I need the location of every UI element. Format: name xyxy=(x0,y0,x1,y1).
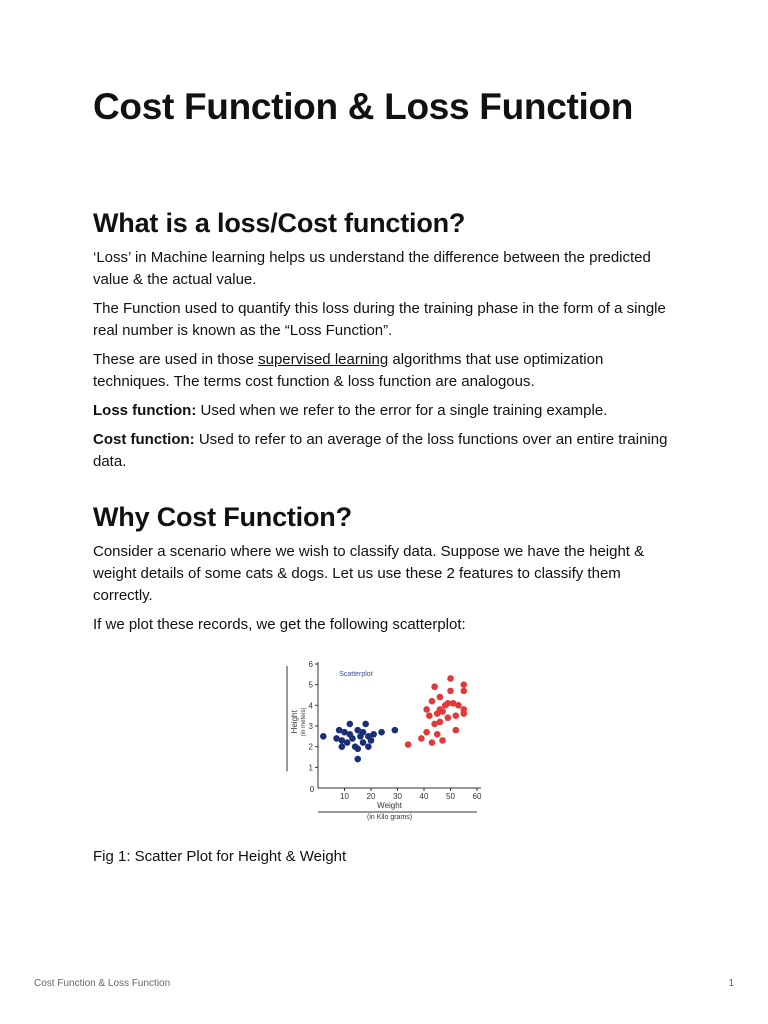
figure-caption: Fig 1: Scatter Plot for Height & Weight xyxy=(93,848,347,865)
paragraph-text: These are used in those xyxy=(93,351,259,368)
data-point xyxy=(354,745,361,752)
y-tick-label: 3 xyxy=(308,722,313,731)
paragraph-text: algorithms that use optimization techniques. The terms cost function & loss function are analogous. xyxy=(93,351,604,390)
section-heading: Why Cost Function? xyxy=(93,502,352,532)
chart-points xyxy=(320,675,467,762)
page-title: Cost Function & Loss Function xyxy=(93,86,634,127)
data-point xyxy=(370,731,377,738)
section-heading: What is a loss/Cost function? xyxy=(93,208,466,238)
data-point xyxy=(354,756,361,763)
data-point xyxy=(460,681,467,688)
paragraph: Consider a scenario where we wish to classify data. Suppose we have the height & weight details of some cats & dogs. Let us use these 2 features to classify them correctly. xyxy=(93,543,645,604)
y-tick-label: 2 xyxy=(308,742,313,752)
cost-label: Cost function: xyxy=(93,431,195,448)
data-point xyxy=(447,675,454,682)
data-point xyxy=(392,727,399,734)
data-point xyxy=(320,733,327,740)
data-point xyxy=(349,735,356,742)
paragraph: The Function used to quantify this loss during the training phase in the form of a single real number is known as the “Loss Function”. xyxy=(93,300,666,339)
data-point xyxy=(429,698,436,705)
data-point xyxy=(455,702,462,709)
data-point xyxy=(365,743,372,750)
data-point xyxy=(460,688,467,695)
data-point xyxy=(453,712,460,719)
x-axis-label: Weight xyxy=(377,801,402,810)
data-point xyxy=(439,708,446,715)
data-point xyxy=(418,735,425,742)
data-point xyxy=(405,741,412,748)
cost-text: Used to refer to an average of the loss functions over an entire training data. xyxy=(93,431,668,470)
data-point xyxy=(347,721,354,728)
data-point xyxy=(447,688,454,695)
chart-title: Scatterplot xyxy=(339,671,373,678)
supervised-learning-link[interactable]: supervised learning xyxy=(258,351,389,368)
section-why-cost xyxy=(93,502,683,643)
data-point xyxy=(378,729,385,736)
y-tick-label: 1 xyxy=(308,763,313,773)
data-point xyxy=(445,714,452,721)
data-point xyxy=(362,721,369,728)
data-point xyxy=(423,729,430,736)
data-point xyxy=(368,737,375,744)
page-number: 1 xyxy=(728,978,734,989)
data-point xyxy=(360,739,367,746)
x-tick-label: 30 xyxy=(393,792,402,801)
data-point xyxy=(339,743,346,750)
origin-label: 0 xyxy=(309,785,315,794)
data-point xyxy=(437,694,444,701)
data-point xyxy=(453,727,460,734)
chart-axes xyxy=(287,662,481,812)
data-point xyxy=(360,729,367,736)
y-axis-sublabel: (in meters) xyxy=(301,707,307,737)
data-point xyxy=(431,683,438,690)
scatter-chart xyxy=(281,656,501,826)
scatter-figure xyxy=(281,656,501,831)
data-point xyxy=(344,739,351,746)
data-point xyxy=(423,706,430,713)
paragraph: If we plot these records, we get the following scatterplot: xyxy=(93,616,466,633)
y-tick-label: 6 xyxy=(308,660,313,669)
data-point xyxy=(429,739,436,746)
y-axis-label: Height xyxy=(290,710,299,734)
x-tick-label: 10 xyxy=(340,792,349,801)
footer-title: Cost Function & Loss Function xyxy=(34,978,171,989)
data-point xyxy=(434,731,441,738)
x-tick-label: 40 xyxy=(419,792,429,801)
paragraph xyxy=(93,349,683,393)
loss-text: Used when we refer to the error for a single training example. xyxy=(196,402,608,419)
data-point xyxy=(439,737,446,744)
chart-labels xyxy=(290,660,482,821)
data-point xyxy=(426,712,433,719)
x-tick-label: 50 xyxy=(446,792,455,801)
x-axis-sublabel: (in Kilo grams) xyxy=(366,814,413,821)
cost-definition xyxy=(93,429,683,473)
y-tick-label: 5 xyxy=(308,680,313,690)
loss-label: Loss function: xyxy=(93,402,197,419)
loss-definition xyxy=(93,400,683,422)
paragraph: ‘Loss’ in Machine learning helps us understand the difference between the predicted value & the actual value. xyxy=(93,249,651,288)
section-loss-cost xyxy=(93,208,683,480)
data-point xyxy=(437,719,444,726)
x-tick-label: 20 xyxy=(366,792,376,801)
data-point xyxy=(460,710,467,717)
y-tick-label: 4 xyxy=(308,701,313,711)
x-tick-label: 60 xyxy=(472,792,482,801)
